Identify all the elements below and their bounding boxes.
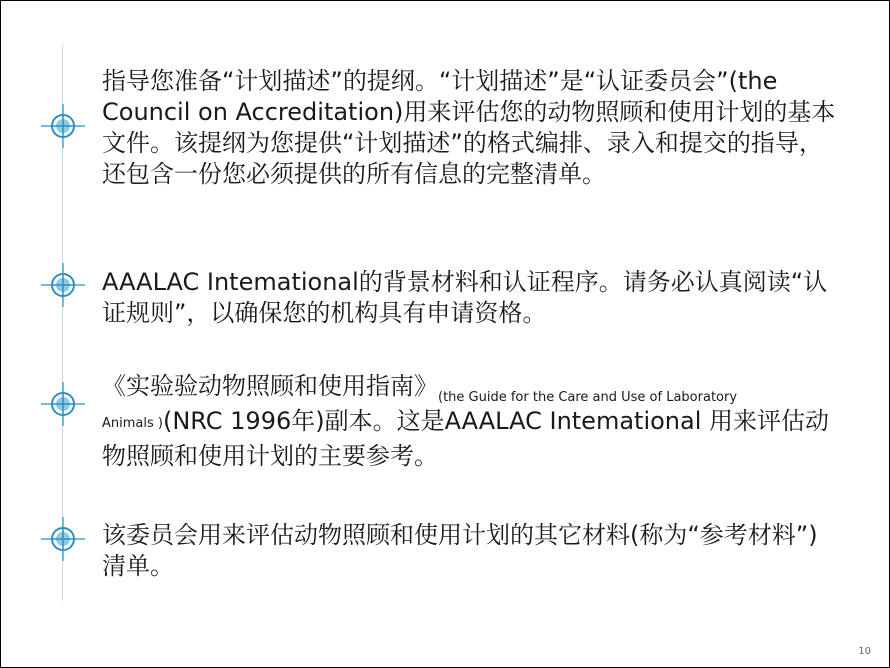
crosshair-target-icon xyxy=(41,517,85,561)
bullet-text-reference-materials: 该委员会用来评估动物照顾和使用计划的其它材料(称为“参考材料”)清单。 xyxy=(102,521,818,580)
guide-english-title: (the Guide for the Care and Use of Laboratory xyxy=(438,390,738,405)
bullet-text-program-description: 指导您准备“计划描述”的提纲。“计划描述”是“认证委员会”(the Council on Accreditation)用来评估您的动物照顾和使用计划的基本文件。该提纲为您提供“计划描述”的格式编排、录入和提交的指导，还包含一份您必须提供的所有信息的完整清单。 xyxy=(102,67,836,188)
bullet-text-background-materials: AAALAC Intemational的背景材料和认证程序。请务必认真阅读“认证规则”，以确保您的机构具有申请资格。 xyxy=(102,268,828,327)
guide-english-title-end: Animals ) xyxy=(102,416,163,431)
bullet-text-guide-copy xyxy=(102,371,837,472)
guide-title-text: 《实验验动物照顾和使用指南》 xyxy=(102,372,438,400)
guide-description-text: (NRC 1996年)副本。这是AAALAC Intemational 用来评估动物照顾和使用计划的主要参考。 xyxy=(102,407,830,470)
crosshair-target-icon xyxy=(41,382,85,426)
crosshair-target-icon xyxy=(41,263,85,307)
crosshair-target-icon xyxy=(41,104,85,148)
page-number: 10 xyxy=(858,646,871,657)
